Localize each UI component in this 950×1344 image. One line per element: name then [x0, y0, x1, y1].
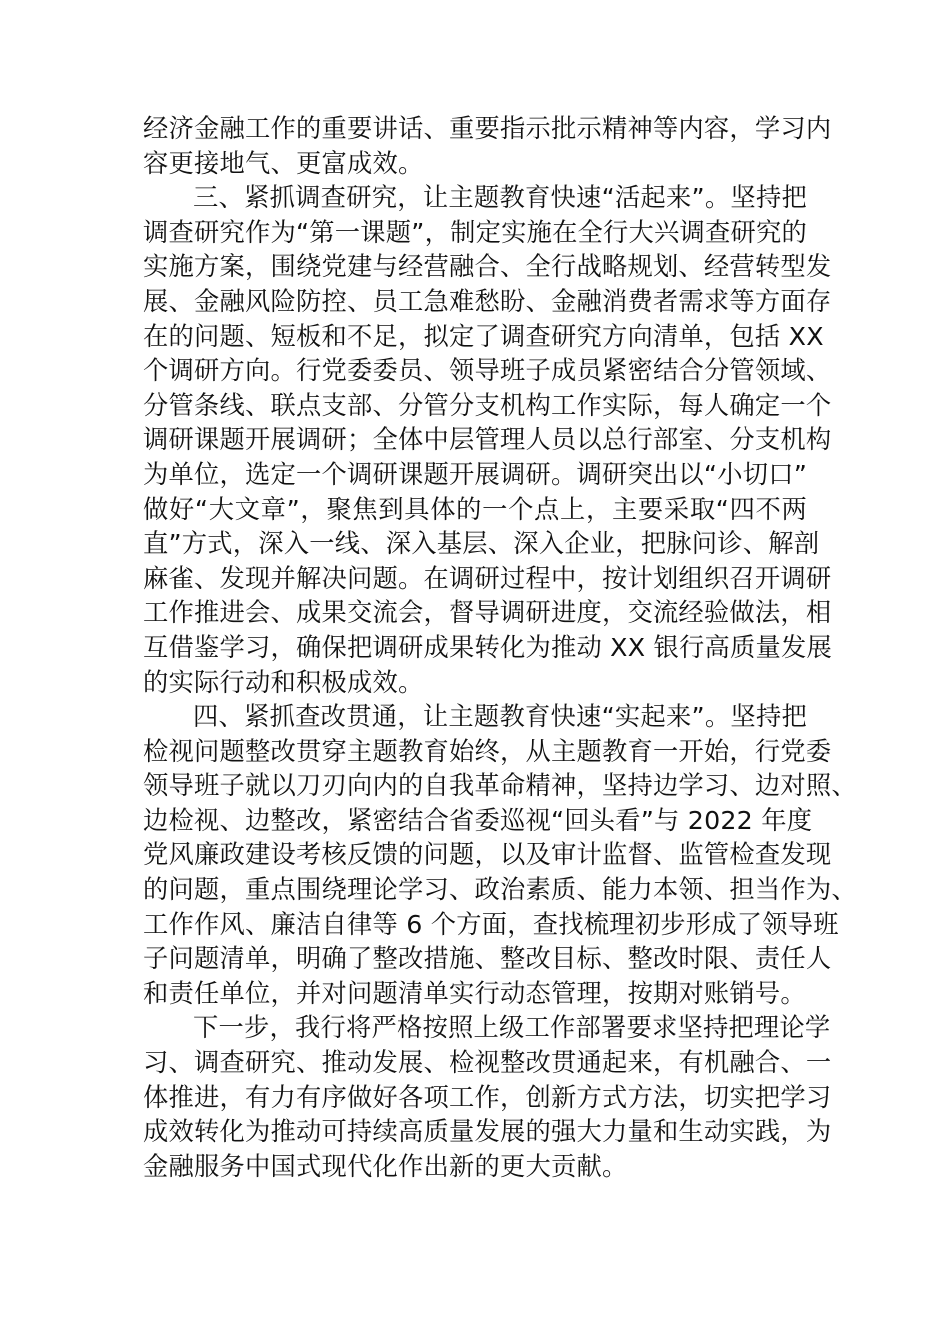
text-line: 为单位，选定一个调研课题开展调研。调研突出以“小切口” [143, 459, 808, 489]
text-line: 金融服务中国式现代化作出新的更大贡献。 [143, 1151, 628, 1181]
text-line: 麻雀、发现并解决问题。在调研过程中，按计划组织召开调研 [143, 563, 832, 593]
text-line: 在的问题、短板和不足，拟定了调查研究方向清单，包括 XX [143, 321, 824, 351]
text-line: 分管条线、联点支部、分管分支机构工作实际，每人确定一个 [143, 390, 832, 420]
paragraph-section-three [143, 181, 832, 700]
text-line: 的实际行动和积极成效。 [143, 667, 424, 697]
text-line: 经济金融工作的重要讲话、重要指示批示精神等内容，学习内 [143, 114, 832, 143]
text-line: 下一步，我行将严格按照上级工作部署要求坚持把理论学 [193, 1013, 831, 1043]
text-line: 实施方案，围绕党建与经营融合、全行战略规划、经营转型发 [143, 252, 832, 282]
text-line: 和责任单位，并对问题清单实行动态管理，按期对账销号。 [143, 978, 806, 1008]
text-line: 习、调查研究、推动发展、检视整改贯通起来，有机融合、一 [143, 1048, 832, 1078]
text-line: 做好“大文章”，聚焦到具体的一个点上，主要采取“四不两 [143, 494, 807, 524]
text-line: 检视问题整改贯穿主题教育始终，从主题教育一开始，行党委 [143, 736, 832, 766]
paragraph-section-four [143, 700, 857, 1011]
text-line: 成效转化为推动可持续高质量发展的强大力量和生动实践，为 [143, 1117, 832, 1147]
text-line: 展、金融风险防控、员工急难愁盼、金融消费者需求等方面存 [143, 286, 832, 316]
text-line: 四、紧抓查改贯通，让主题教育快速“实起来”。坚持把 [193, 702, 807, 732]
text-line: 三、紧抓调查研究，让主题教育快速“活起来”。坚持把 [193, 183, 807, 213]
text-line: 互借鉴学习，确保把调研成果转化为推动 XX 银行高质量发展 [143, 632, 832, 662]
text-line: 领导班子就以刀刃向内的自我革命精神，坚持边学习、边对照、 [143, 771, 857, 801]
text-line: 直”方式，深入一线、深入基层、深入企业，把脉问诊、解剖 [143, 529, 820, 559]
text-line: 工作推进会、成果交流会，督导调研进度，交流经验做法，相 [143, 598, 832, 628]
text-line: 体推进，有力有序做好各项工作，创新方式方法，切实把学习 [143, 1082, 832, 1112]
text-line: 党风廉政建设考核反馈的问题，以及审计监督、监管检查发现 [143, 840, 832, 870]
document-body [143, 112, 857, 1184]
text-line: 的问题，重点围绕理论学习、政治素质、能力本领、担当作为、 [143, 875, 857, 905]
text-line: 调查研究作为“第一课题”，制定实施在全行大兴调查研究的 [143, 217, 808, 247]
paragraph-next-step [143, 1011, 832, 1184]
paragraph-continuation [143, 112, 832, 181]
text-line: 边检视、边整改，紧密结合省委巡视“回头看”与 2022 年度 [143, 805, 813, 835]
text-line: 工作作风、廉洁自律等 6 个方面，查找梳理初步形成了领导班 [143, 909, 839, 939]
text-line: 子问题清单，明确了整改措施、整改目标、整改时限、责任人 [143, 944, 832, 974]
text-line: 调研课题开展调研；全体中层管理人员以总行部室、分支机构 [143, 425, 832, 455]
text-line: 容更接地气、更富成效。 [143, 148, 424, 178]
text-line: 个调研方向。行党委委员、领导班子成员紧密结合分管领域、 [143, 356, 832, 386]
